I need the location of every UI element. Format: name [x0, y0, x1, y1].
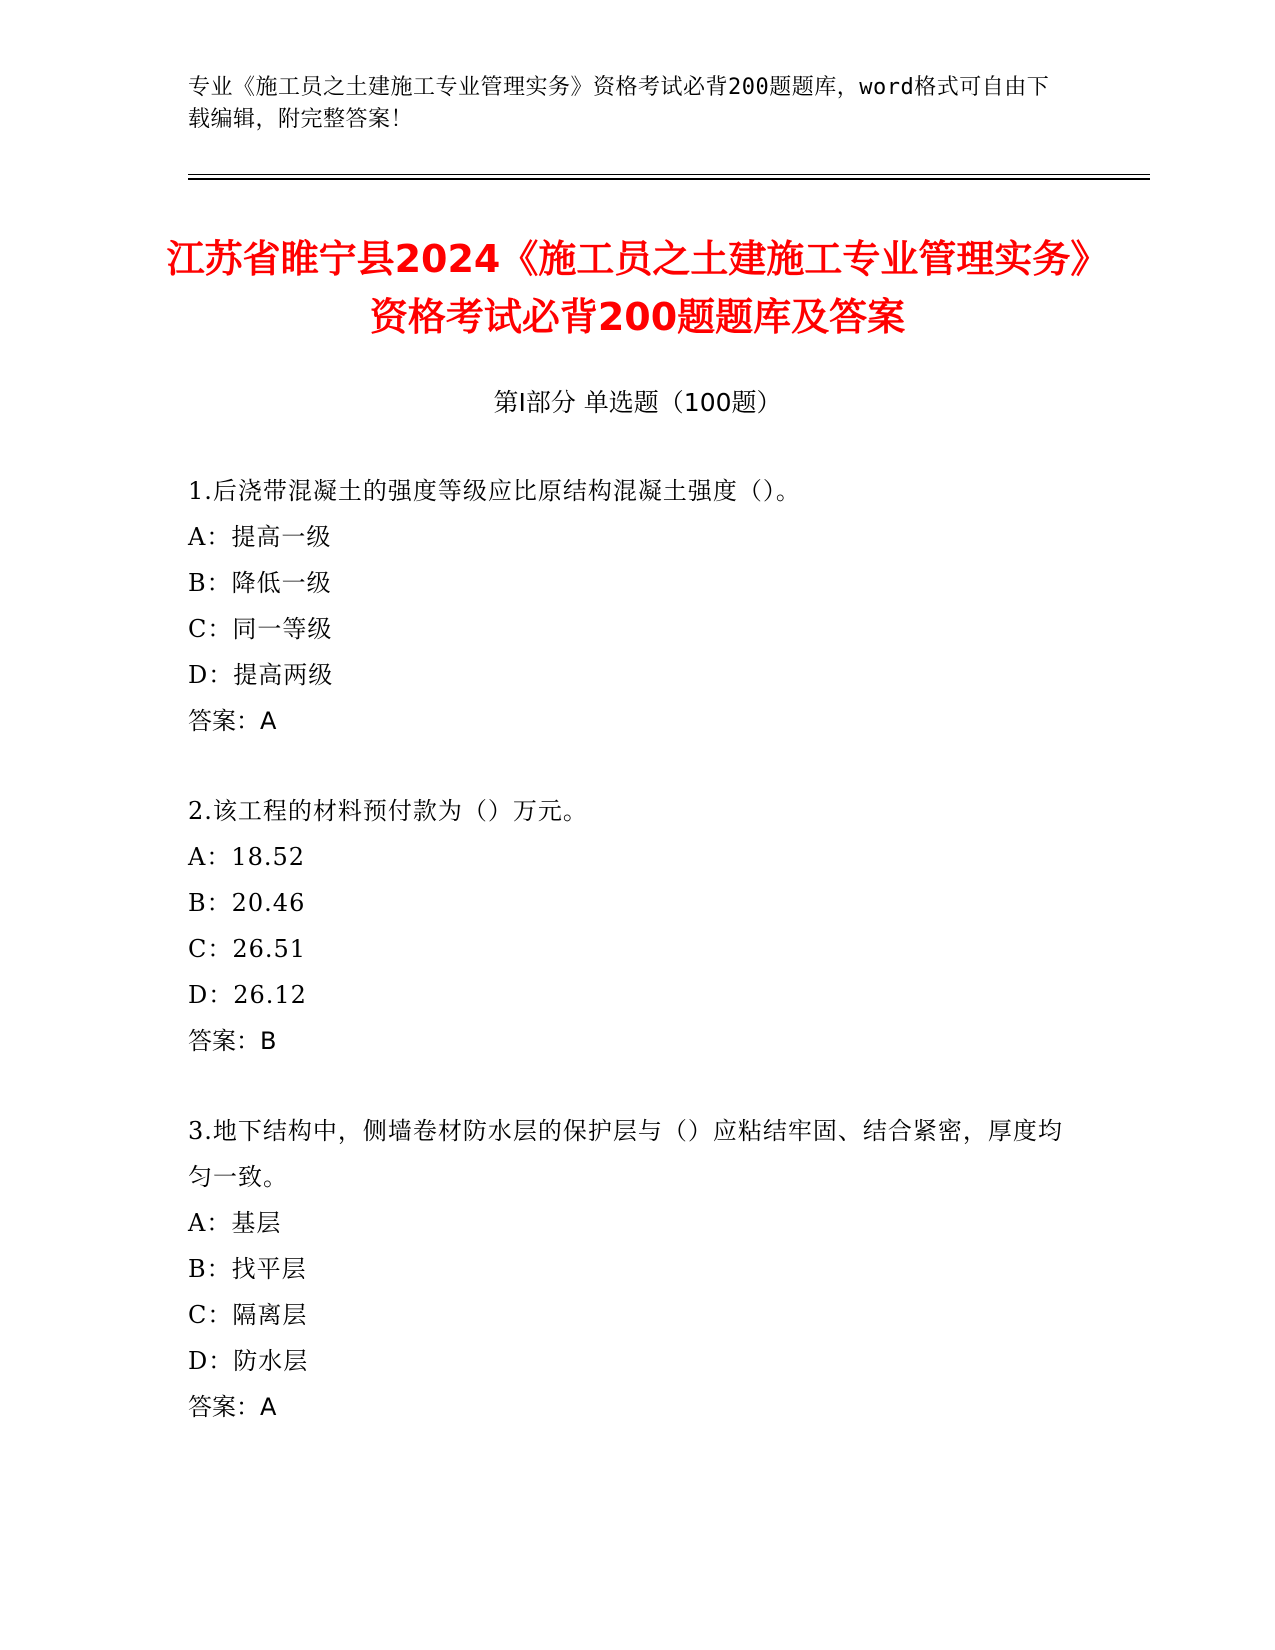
option-d: D：26.12	[188, 981, 307, 1009]
header-rule-thin	[188, 174, 1150, 175]
header-note: 专业《施工员之土建施工专业管理实务》资格考试必背200题题库，word格式可自由下载编辑，附完整答案！	[188, 75, 1050, 132]
option-c: C：26.51	[188, 935, 307, 963]
option-c: C：同一等级	[188, 615, 333, 643]
question-2	[188, 788, 1068, 1064]
option-a: A：18.52	[188, 843, 306, 871]
question-stem: 3.地下结构中，侧墙卷材防水层的保护层与（）应粘结牢固、结合紧密，厚度均匀一致。	[188, 1117, 1063, 1191]
answer: 答案：B	[188, 1027, 277, 1055]
question-3	[188, 1108, 1068, 1430]
option-b: B：20.46	[188, 889, 306, 917]
question-stem: 1.后浇带混凝土的强度等级应比原结构混凝土强度（）。	[188, 477, 801, 505]
option-d: D：防水层	[188, 1347, 309, 1375]
option-c: C：隔离层	[188, 1301, 308, 1329]
option-b: B：找平层	[188, 1255, 307, 1283]
answer: 答案：A	[188, 707, 277, 735]
answer: 答案：A	[188, 1393, 277, 1421]
header-rule-thick	[188, 178, 1150, 180]
question-1	[188, 468, 1068, 744]
question-stem: 2.该工程的材料预付款为（）万元。	[188, 797, 588, 825]
document-title: 江苏省睢宁县2024《施工员之土建施工专业管理实务》资格考试必背200题题库及答案	[166, 237, 1109, 339]
section-title: 第I部分 单选题（100题）	[493, 388, 782, 417]
option-b: B：降低一级	[188, 569, 332, 597]
option-d: D：提高两级	[188, 661, 334, 689]
option-a: A：基层	[188, 1209, 282, 1237]
option-a: A：提高一级	[188, 523, 332, 551]
